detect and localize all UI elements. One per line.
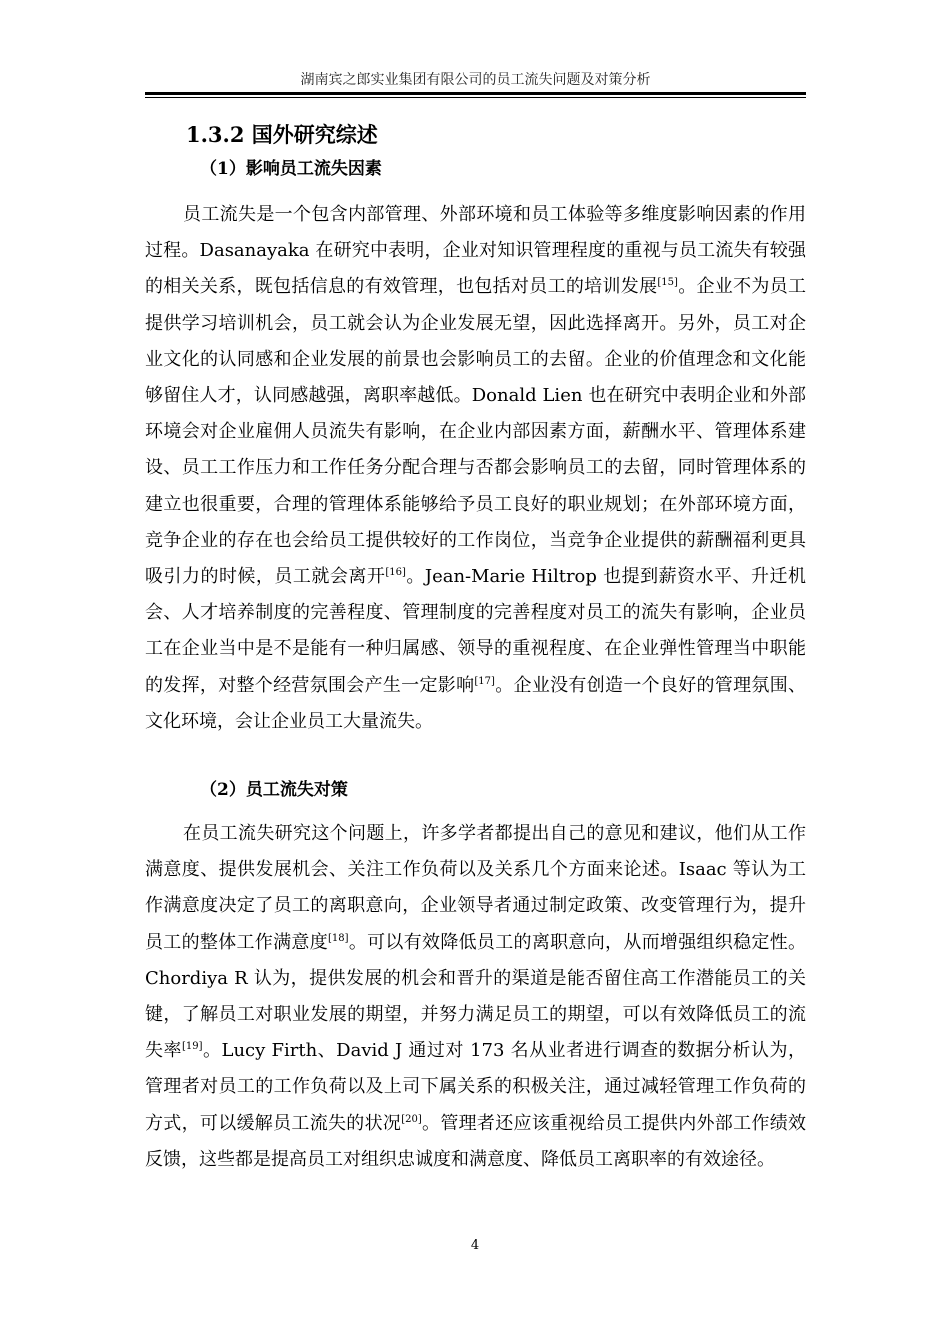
page-number: 4 xyxy=(470,1238,480,1253)
section-title: 1.3.2 国外研究综述 xyxy=(186,122,378,147)
paragraph-text: 在员工流失研究这个问题上，许多学者都提出自己的意见和建议，他们从工作满意度、提供发展机会、关注工作负荷以及关系几个方面来论述。Isaac 等认为工作满意度决定了员工的离职意向，企业领导者通过制定政策、改变管理行为，提升员工的整体工作满意度 xyxy=(145,823,806,953)
paragraph-text: 。Lucy Firth、David J 通过对 173 名从业者进行调查的数据分析认为，管理者对员工的工作负荷以及上司下属关系的积极关注，通过减轻管理工作负荷的方式，可以缓解员工流失的状况 xyxy=(145,1040,807,1134)
citation-ref: [17] xyxy=(474,675,495,687)
paragraph-text: 。Jean-Marie Hiltrop 也提到薪资水平、升迁机会、人才培养制度的完善程度、管理制度的完善程度对员工的流失有影响，企业员工在企业当中是不是能有一种归属感、领导的重视程度、在企业弹性管理当中职能的发挥，对整个经营氛围会产生一定影响 xyxy=(145,566,806,696)
paragraph-text: 。企业没有创造一个良好的管理氛围、文化环境，会让企业员工大量流失。 xyxy=(145,674,807,732)
paragraph-text: 。管理者还应该重视给员工提供内外部工作绩效反馈，这些都是提高员工对组织忠诚度和满意度、降低员工离职率的有效途径。 xyxy=(145,1112,806,1170)
citation-ref: [19] xyxy=(181,1041,203,1053)
paragraph-text: 员工流失是一个包含内部管理、外部环境和员工体验等多维度影响因素的作用过程。Dasanayaka 在研究中表明，企业对知识管理程度的重视与员工流失有较强的相关关系，既包括信息的有效管理，也包括对员工的培训发展 xyxy=(145,204,806,298)
paragraph-text: 。可以有效降低员工的离职意向，从而增强组织稳定性。Chordiya R 认为，提供发展的机会和晋升的渠道是能否留住高工作潜能员工的关键，了解员工对职业发展的期望，并努力满足员工的期望，可以有效降低员工的流失率 xyxy=(145,931,807,1062)
citation-ref: [16] xyxy=(385,567,406,579)
citation-ref: [20] xyxy=(401,1113,422,1125)
running-header: 湖南宾之郎实业集团有限公司的员工流失问题及对策分析 xyxy=(300,72,651,88)
citation-ref: [15] xyxy=(657,277,678,289)
subsection-title-factors: （1）影响员工流失因素 xyxy=(200,159,382,179)
paragraph-measures xyxy=(145,816,806,1178)
citation-ref: [18] xyxy=(328,932,349,944)
header-rule-thick xyxy=(145,92,806,95)
subsection-title-measures: （2）员工流失对策 xyxy=(200,780,348,800)
paragraph-text: 。企业不为员工提供学习培训机会，员工就会认为企业发展无望，因此选择离开。另外，员工对企业文化的认同感和企业发展的前景也会影响员工的去留。企业的价值理念和文化能够留住人才，认同感越强，离职率越低。Donald Lien 也在研究中表明企业和外部环境会对企业雇佣人员流失有影响，在企业内部因素方面，薪酬水平、管理体系建设、员工工作压力和工作任务分配合理与否都会影响员工的去留，同时管理体系的建立也很重要，合理的管理体系能够给予员工良好的职业规划；在外部环境方面，竞争企业的存在也会给员工提供较好的工作岗位，当竞争企业提供的薪酬福利更具吸引力的时候，员工就会离开 xyxy=(145,276,806,588)
header-rule-thin xyxy=(145,97,806,98)
paragraph-factors xyxy=(145,197,806,740)
